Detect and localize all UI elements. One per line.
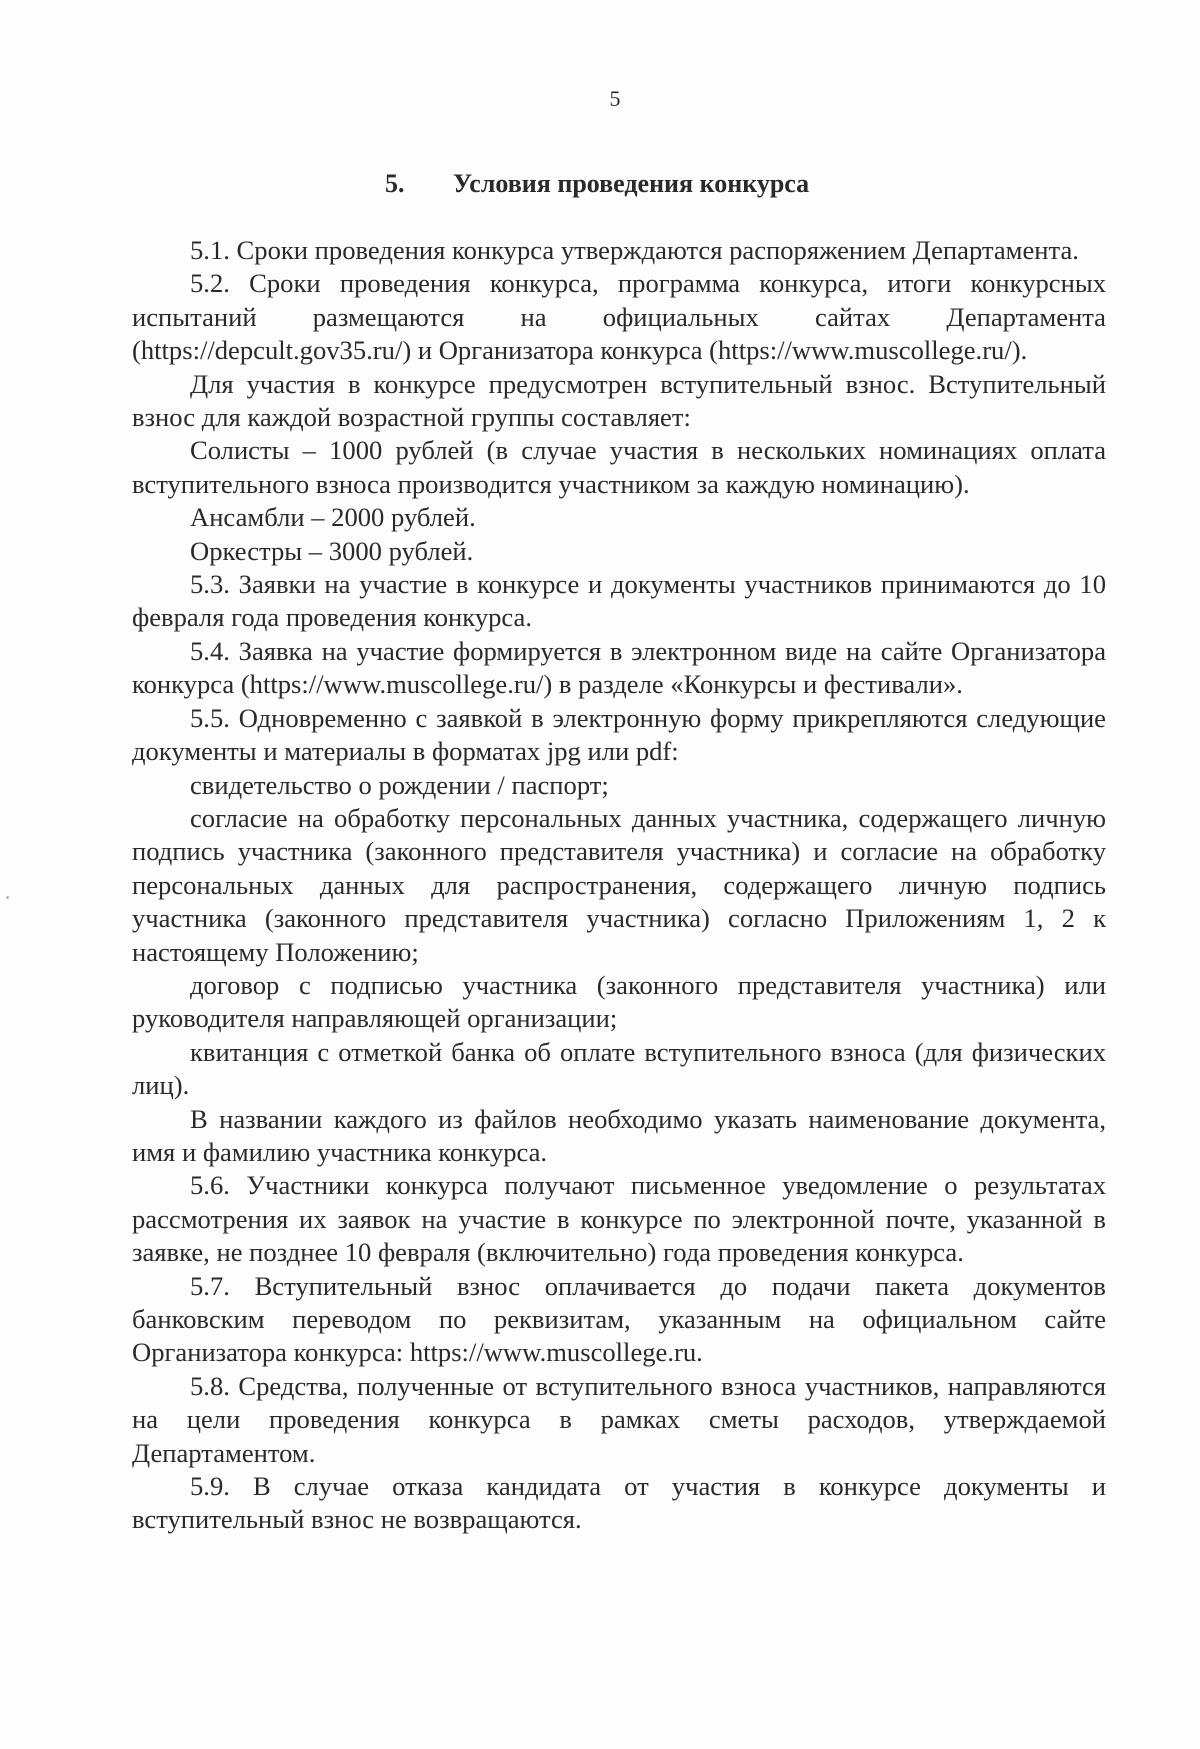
list-item-receipt: квитанция с отметкой банка об оплате вступительного взноса (для физических лиц).	[132, 1036, 1106, 1101]
paragraph-5-3: 5.3. Заявки на участие в конкурсе и документы участников принимаются до 10 февраля года проведения конкурса.	[132, 569, 1106, 633]
paragraph-5-1: 5.1. Сроки проведения конкурса утверждаются распоряжением Департамента.	[190, 235, 1079, 265]
paragraph-5-4: 5.4. Заявка на участие формируется в электронном виде на сайте Организатора конкурса (https://www.muscollege.ru/) в разделе «Конкурсы и фестивали».	[132, 635, 1106, 700]
paragraph-5-6: 5.6. Участники конкурса получают письменное уведомление о результатах рассмотрения их заявок на участие в конкурсе по электронной почте, указанной в заявке, не позднее 10 февраля (включительно) года проведения конкурса.	[132, 1170, 1106, 1268]
document-body	[132, 234, 1106, 1537]
scan-speck	[6, 896, 9, 899]
list-item-contract: договор с подписью участника (законного представителя участника) или руководителя направляющей организации;	[132, 969, 1106, 1034]
paragraph-5-8: 5.8. Средства, полученные от вступительного взноса участников, направляются на цели проведения конкурса в рамках сметы расходов, утверждаемой Департаментом.	[132, 1370, 1106, 1468]
paragraph-5-7: 5.7. Вступительный взнос оплачивается до подачи пакета документов банковским переводом по реквизитам, указанным на официальном сайте Организатора конкурса: https://www.muscollege.ru.	[132, 1270, 1106, 1368]
list-item-birth-certificate: свидетельство о рождении / паспорт;	[190, 769, 609, 800]
paragraph-file-naming: В названии каждого из файлов необходимо указать наименование документа, имя и фамилию участника конкурса.	[132, 1103, 1106, 1167]
paragraph-5-2: 5.2. Сроки проведения конкурса, программа конкурса, итоги конкурсных испытаний размещаются на официальных сайтах Департамента (https://depcult.gov35.ru/) и Организатора конкурса (https://www.muscollege.ru/).	[132, 268, 1106, 366]
paragraph-5-9: 5.9. В случае отказа кандидата от участия в конкурсе документы и вступительный взнос не возвращаются.	[132, 1471, 1106, 1535]
section-title: Условия проведения конкурса	[453, 169, 810, 198]
page-number: 5	[609, 86, 621, 111]
paragraph-ensembles-fee: Ансамбли – 2000 рублей.	[190, 502, 476, 533]
section-number: 5.	[385, 169, 405, 198]
paragraph-orchestras-fee: Оркестры – 3000 рублей.	[190, 535, 474, 566]
paragraph-5-5: 5.5. Одновременно с заявкой в электронную форму прикрепляются следующие документы и материалы в форматах jpg или pdf:	[132, 702, 1106, 767]
section-heading	[385, 168, 809, 200]
paragraph-soloists-fee: Солисты – 1000 рублей (в случае участия в нескольких номинациях оплата вступительного взноса производится участником за каждую номинацию).	[132, 435, 1106, 499]
paragraph-entry-fee: Для участия в конкурсе предусмотрен вступительный взнос. Вступительный взнос для каждой возрастной группы составляет:	[132, 368, 1106, 433]
list-item-personal-data-consent: согласие на обработку персональных данных участника, содержащего личную подпись участника (законного представителя участника) и согласие на обработку персональных данных для распространения, содержащего личную подпись участника (законного представителя участника) согласно Приложениям 1, 2 к настоящему Положению;	[132, 802, 1106, 967]
